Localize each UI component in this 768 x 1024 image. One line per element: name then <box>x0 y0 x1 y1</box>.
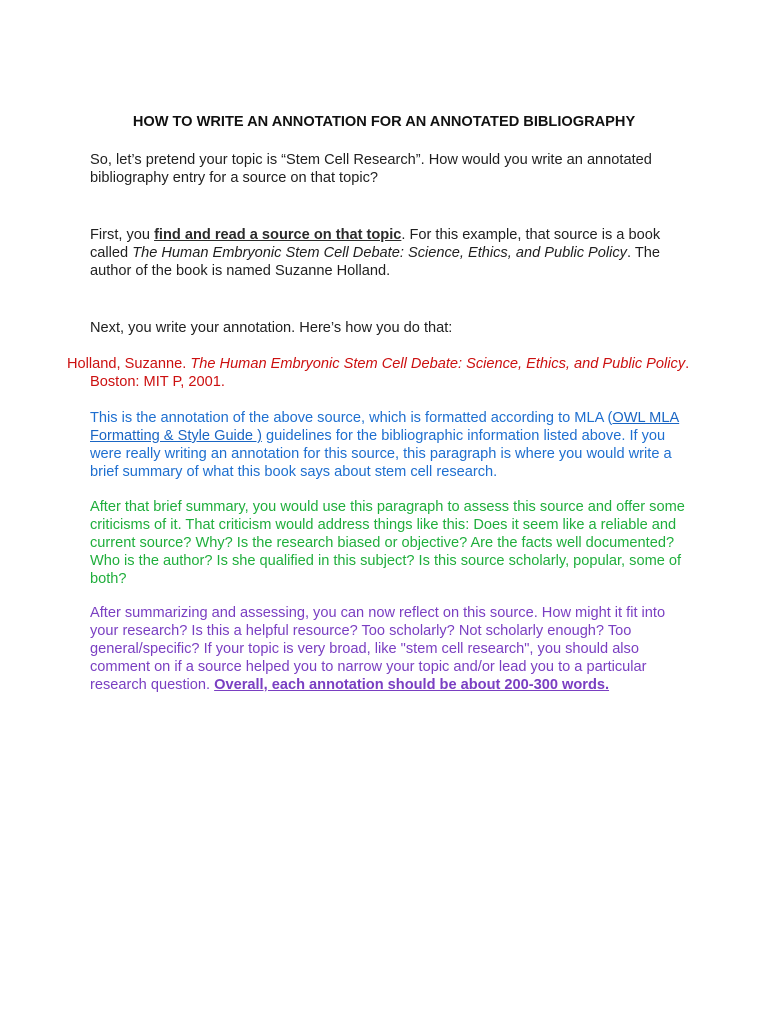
owl-mla-guide-link[interactable]: OWL MLA Formatting & Style Guide ) <box>90 410 680 444</box>
first-step-mid: . For this example, that source is a book called <box>90 227 661 261</box>
citation-entry <box>67 355 705 391</box>
citation-author: Holland, Suzanne. <box>67 356 191 372</box>
first-step-emphasis: find and read a source on that topic <box>154 227 402 243</box>
summary-lead: This is the annotation of the above source, which is formatted according to MLA ( <box>90 410 613 426</box>
word-count-emphasis: Overall, each annotation should be about 200-300 words. <box>214 677 610 693</box>
assessment-paragraph: After that brief summary, you would use this paragraph to assess this source and offer some criticisms of it. That criticism would address things like this: Does it seem like a reliable and current source? Why? Is the research biased or objective? Are the facts well documented? Who is the author? Is she qualified in this subject? Is this source scholarly, popular, some of both? <box>90 499 685 587</box>
reflection-paragraph <box>90 604 690 694</box>
document-title: HOW TO WRITE AN ANNOTATION FOR AN ANNOTATED BIBLIOGRAPHY <box>132 114 636 130</box>
next-step-paragraph: Next, you write your annotation. Here’s how you do that: <box>90 320 453 336</box>
summary-tail: guidelines for the bibliographic information listed above. If you were really writing an annotation for this source, this paragraph is where you would write a brief summary of what this book says about stem cell research. <box>90 428 672 480</box>
first-step-tail: . The author of the book is named Suzanne Holland. <box>90 245 660 279</box>
first-step-lead: First, you <box>90 227 155 243</box>
intro-paragraph: So, let’s pretend your topic is “Stem Cell Research”. How would you write an annotated bibliography entry for a source on that topic? <box>90 152 652 186</box>
first-step-book-title: The Human Embryonic Stem Cell Debate: Science, Ethics, and Public Policy <box>132 245 627 261</box>
first-step-paragraph <box>90 226 690 280</box>
summary-paragraph <box>90 409 690 481</box>
citation-title: The Human Embryonic Stem Cell Debate: Science, Ethics, and Public Policy <box>190 356 686 372</box>
reflection-text: After summarizing and assessing, you can now reflect on this source. How might it fit into your research? Is this a helpful resource? Too scholarly? Not scholarly enough? Too general/specific? If your topic is very broad, like "stem cell research", you should also comment on if a source helped you to narrow your topic and/or lead you to a particular research question. <box>90 605 666 693</box>
citation-publisher: . Boston: MIT P, 2001. <box>90 356 690 390</box>
